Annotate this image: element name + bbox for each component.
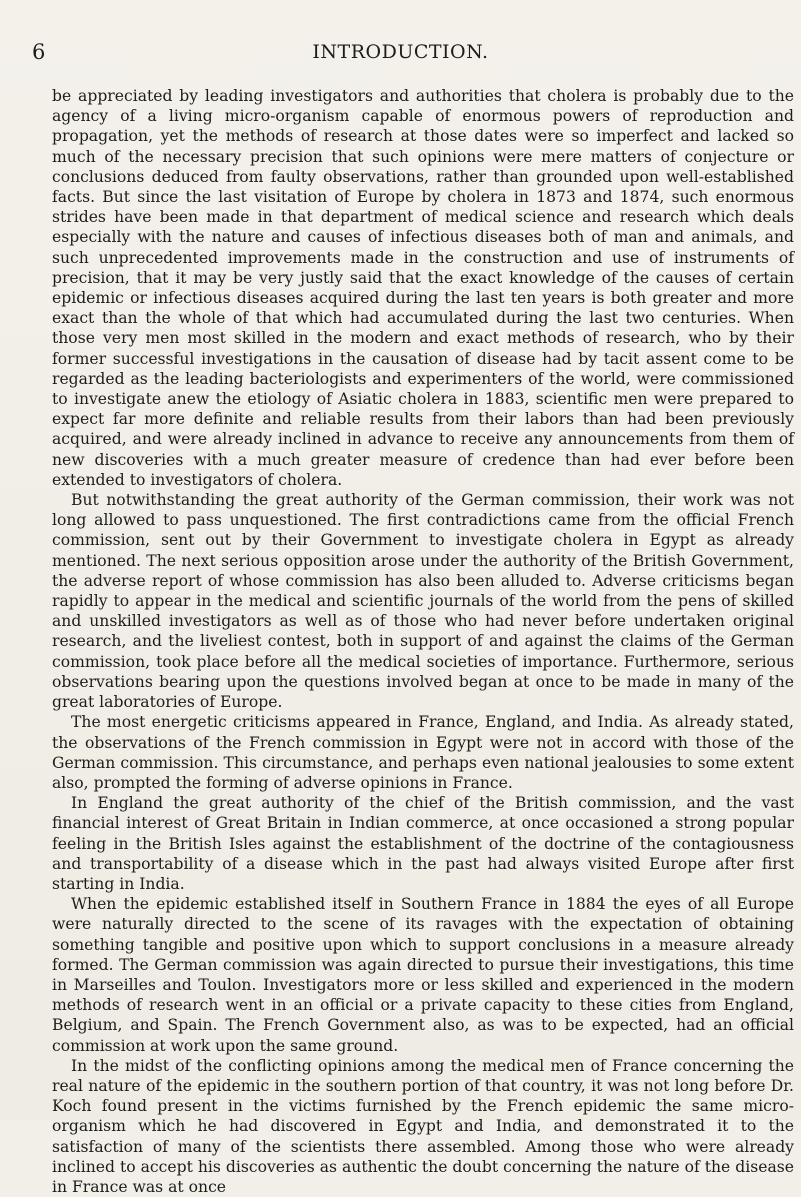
- page-header: [0, 40, 801, 64]
- paragraph-continued: be appreciated by leading investigators and authorities that cholera is probably due to the agency of a living micro-organism capable of enormous powers of reproduction and propagation, yet the methods of research at those dates were so imperfect and lacked so much of the necessary precision that such opinions were mere matters of conjecture or conclusions deduced from faulty observations, rather than grounded upon well-established facts. But since the last visitation of Europe by cholera in 1873 and 1874, such enormous strides have been made in that department of medical science and research which deals especially with the nature and causes of infectious diseases both of man and animals, and such unprecedented improvements made in the construction and use of instruments of precision, that it may be very justly said that the exact knowledge of the causes of certain epidemic or infectious diseases acquired during the last ten years is both greater and more exact than the whole of that which had accumulated during the last two centuries. When those very men most skilled in the modern and exact methods of research, who by their former successful investigations in the causation of disease had by tacit assent come to be regarded as the leading bacteriologists and experimenters of the world, were commissioned to investigate anew the etiology of Asiatic cholera in 1883, scientific men were prepared to expect far more definite and reliable results from their labors than had been previously acquired, and were already inclined in advance to receive any announcements from them of new discoveries with a much greater measure of credence than had ever before been extended to investigators of cholera.: [52, 87, 794, 489]
- running-head: INTRODUCTION.: [312, 41, 489, 63]
- paragraph: In the midst of the conflicting opinions among the medical men of France concerning the real nature of the epidemic in the southern portion of that country, it was not long before Dr. Koch found present in the victims furnished by the French epidemic the same micro-organism which he had discovered in Egypt and India, and demonstrated it to the satisfaction of many of the scientists there assembled. Among those who were already inclined to accept his discoveries as authentic the doubt concerning the nature of the disease in France was at once: [52, 1056, 794, 1196]
- paragraph: But notwithstanding the great authority of the German commission, their work was not long allowed to pass unquestioned. The first contradictions came from the official French commission, sent out by their Government to investigate cholera in Egypt as already mentioned. The next serious opposition arose under the authority of the British Government, the adverse report of whose commission has also been alluded to. Adverse criticisms began rapidly to appear in the medical and scientific journals of the world from the pens of skilled and unskilled investigators as well as of those who had never before undertaken original research, and the liveliest contest, both in support of and against the claims of the German commission, took place before all the medical societies of importance. Furthermore, serious observations bearing upon the questions involved began at once to be made in many of the great laboratories of Europe.: [52, 491, 794, 712]
- paragraph: The most energetic criticisms appeared in France, England, and India. As already stated, the observations of the French commission in Egypt were not in accord with those of the German commission. This circumstance, and perhaps even national jealousies to some extent also, prompted the forming of adverse opinions in France.: [52, 713, 794, 792]
- paragraph: In England the great authority of the chief of the British commission, and the vast financial interest of Great Britain in Indian commerce, at once occasioned a strong popular feeling in the British Isles against the establishment of the doctrine of the contagiousness and transportability of a disease which in the past had always visited Europe after first starting in India.: [52, 794, 794, 893]
- body-text: [52, 86, 794, 1197]
- paragraph: When the epidemic established itself in Southern France in 1884 the eyes of all Europe were naturally directed to the scene of its ravages with the expectation of obtaining something tangible and positive upon which to support conclusions in a measure already formed. The German commission was again directed to pursue their investigations, this time in Marseilles and Toulon. Investigators more or less skilled and experienced in the modern methods of research went in an official or a private capacity to these cities from England, Belgium, and Spain. The French Government also, as was to be expected, had an official commission at work upon the same ground.: [52, 895, 794, 1055]
- page-number: 6: [32, 40, 46, 64]
